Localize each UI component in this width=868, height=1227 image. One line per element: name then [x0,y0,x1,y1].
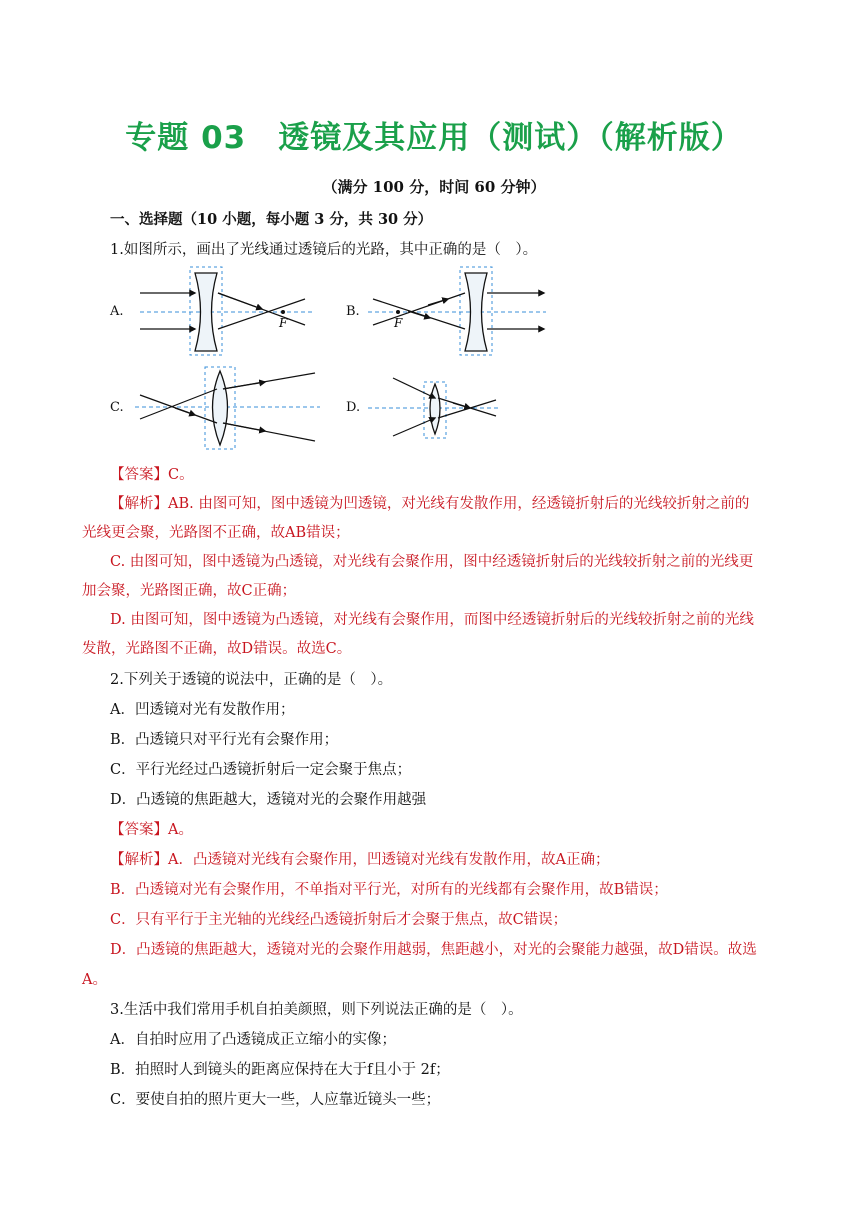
q1-stem: 1.如图所示，画出了光线通过透镜后的光路，其中正确的是（ ）。 [110,242,538,258]
q2-analysis-line-2: B．凸透镜对光有会聚作用，不单指对平行光，对所有的光线都有会聚作用，故B错误； [110,882,668,898]
q2-analysis-line-5: A。 [82,972,107,988]
q1-figure-c [135,365,325,455]
q2-analysis-line-3: C．只有平行于主光轴的光线经凸透镜折射后才会聚于焦点，故C错误； [110,912,568,928]
q1-answer: 【答案】C。 [110,467,194,483]
q2-option-d: D．凸透镜的焦距越大，透镜对光的会聚作用越强 [110,792,427,808]
section-heading: 一、选择题（10 小题，每小题 3 分，共 30 分） [110,211,433,228]
q1-figure-a [140,265,320,360]
q1-analysis-line-4: 加会聚，光路图正确，故C正确； [82,583,297,599]
page-subtitle: （满分 100 分，时间 60 分钟） [322,178,546,196]
q3-option-c: C．要使自拍的照片更大一些，人应靠近镜头一些； [110,1092,441,1108]
q3-option-b: B．拍照时人到镜头的距离应保持在大于f且小于 2f； [110,1062,450,1078]
q3-stem: 3.生活中我们常用手机自拍美颜照，则下列说法正确的是（ ）。 [110,1002,523,1018]
q1-a-focus-label: F [279,316,288,330]
q2-option-c: C．平行光经过凸透镜折射后一定会聚于焦点； [110,762,412,778]
q1-option-c-label: C. [110,400,124,415]
q2-analysis-line-4: D．凸透镜的焦距越大，透镜对光的会聚作用越弱，焦距越小，对光的会聚能力越强，故D错误。故选 [110,942,757,958]
q1-option-d-label: D. [346,400,361,415]
q1-analysis-line-2: 光线更会聚，光路图不正确，故AB错误； [82,525,350,541]
q2-option-b: B．凸透镜只对平行光有会聚作用； [110,732,339,748]
q3-option-a: A．自拍时应用了凸透镜成正立缩小的实像； [110,1032,396,1048]
q2-answer: 【答案】A。 [110,822,193,838]
q1-analysis-line-1: 【解析】AB. 由图可知，图中透镜为凹透镜，对光线有发散作用，经透镜折射后的光线较折射之前的 [110,496,750,512]
q2-option-a: A．凹透镜对光有发散作用； [110,702,295,718]
page-title: 专题 03 透镜及其应用（测试）（解析版） [125,120,743,156]
q1-b-focus-label: F [394,316,403,330]
q1-figure-b [368,265,548,360]
q1-option-b-label: B. [346,304,360,319]
q1-analysis-line-5: D. 由图可知，图中透镜为凸透镜，对光线有会聚作用，而图中经透镜折射后的光线较折射之前的光线 [110,612,754,628]
q2-stem: 2.下列关于透镜的说法中，正确的是（ ）。 [110,672,393,688]
q1-analysis-line-6: 发散，光路图不正确，故D错误。故选C。 [82,641,352,657]
q1-figure-d [368,368,508,443]
q2-analysis-line-1: 【解析】A．凸透镜对光线有会聚作用，凹透镜对光线有发散作用，故A正确； [110,852,610,868]
q1-option-a-label: A. [110,304,124,319]
q1-analysis-line-3: C. 由图可知，图中透镜为凸透镜，对光线有会聚作用，图中经透镜折射后的光线较折射之前的光线更 [110,554,754,570]
